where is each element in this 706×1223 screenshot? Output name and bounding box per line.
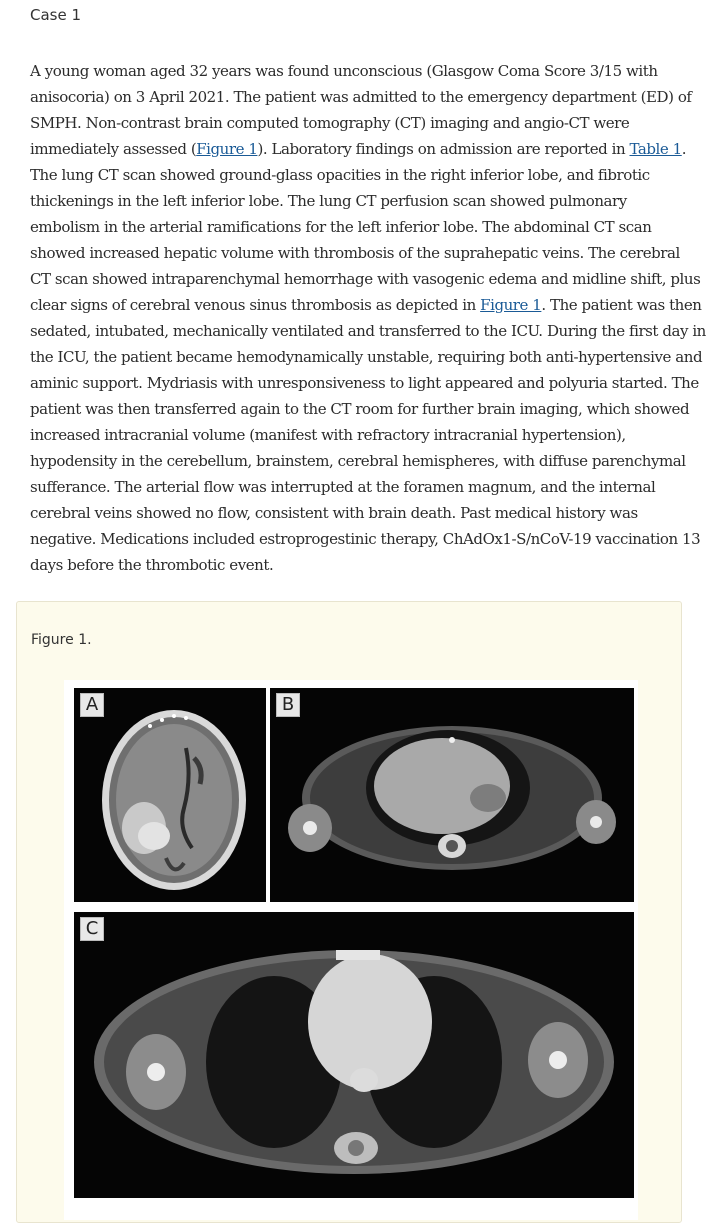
paragraph-text: aminic support. Mydriasis with unresponsiveness to light appeared and polyuria started. The xyxy=(30,374,699,392)
panel-label-b: B xyxy=(276,693,300,717)
paragraph-text: . The patient was then xyxy=(541,296,702,314)
paragraph-line xyxy=(30,422,670,448)
paragraph-text: patient was then transferred again to the CT room for further brain imaging, which showed xyxy=(30,400,690,418)
paragraph-text: days before the thrombotic event. xyxy=(30,556,274,574)
case-paragraph xyxy=(30,58,706,578)
paragraph-text: clear signs of cerebral venous sinus thrombosis as depicted in xyxy=(30,296,481,314)
reference-link[interactable]: Figure 1 xyxy=(196,140,258,158)
paragraph-text: anisocoria) on 3 April 2021. The patient was admitted to the emergency department (ED) of xyxy=(30,88,692,106)
paragraph-line xyxy=(30,318,706,344)
paragraph-line xyxy=(30,396,690,422)
paragraph-line xyxy=(30,58,670,84)
paragraph-text: negative. Medications included estroprogestinic therapy, ChAdOx1-S/nCoV-19 vaccination 13 xyxy=(30,530,701,548)
paragraph-line xyxy=(30,344,703,370)
chest-ct-image xyxy=(74,912,634,1198)
figure-caption: Figure 1. xyxy=(31,632,92,648)
paragraph-text: embolism in the arterial ramifications for the left inferior lobe. The abdominal CT scan xyxy=(30,218,652,236)
brain-ct-image xyxy=(74,688,266,902)
paragraph-line xyxy=(30,240,680,266)
paragraph-text: thickenings in the left inferior lobe. The lung CT perfusion scan showed pulmonary xyxy=(30,192,627,210)
paragraph-line xyxy=(30,266,701,292)
paragraph-line xyxy=(30,500,670,526)
reference-link[interactable]: Figure 1 xyxy=(480,296,542,314)
figure-image xyxy=(64,680,638,1220)
paragraph-text: hypodensity in the cerebellum, brainstem, cerebral hemispheres, with diffuse parenchymal xyxy=(30,452,686,470)
paragraph-line xyxy=(30,526,701,552)
paragraph-line xyxy=(30,188,670,214)
figure-panel-c xyxy=(74,912,634,1198)
paragraph-line xyxy=(30,162,670,188)
figure-panel-a xyxy=(74,688,266,902)
paragraph-line xyxy=(30,448,686,474)
paragraph-text: sedated, intubated, mechanically ventilated and transferred to the ICU. During the first day in xyxy=(30,322,706,340)
paragraph-line xyxy=(30,110,670,136)
paragraph-line xyxy=(30,370,699,396)
paragraph-text: cerebral veins showed no flow, consistent with brain death. Past medical history was xyxy=(30,504,638,522)
paragraph-line xyxy=(30,474,670,500)
paragraph-text: . xyxy=(681,140,687,158)
paragraph-text: the ICU, the patient became hemodynamically unstable, requiring both anti-hypertensive and xyxy=(30,348,703,366)
paragraph-text: ). Laboratory findings on admission are reported in xyxy=(257,140,630,158)
paragraph-line xyxy=(30,292,702,318)
paragraph-text: immediately assessed ( xyxy=(30,140,197,158)
paragraph-text: SMPH. Non-contrast brain computed tomography (CT) imaging and angio-CT were xyxy=(30,114,630,132)
reference-link[interactable]: Table 1 xyxy=(629,140,682,158)
paragraph-text: showed increased hepatic volume with thrombosis of the suprahepatic veins. The cerebral xyxy=(30,244,680,262)
figure-container xyxy=(16,601,682,1223)
paragraph-line xyxy=(30,84,692,110)
figure-panel-b xyxy=(270,688,634,902)
abdominal-ct-image xyxy=(270,688,634,902)
paragraph-text: CT scan showed intraparenchymal hemorrhage with vasogenic edema and midline shift, plus xyxy=(30,270,701,288)
paragraph-text: sufferance. The arterial flow was interrupted at the foramen magnum, and the internal xyxy=(30,478,656,496)
case-heading: Case 1 xyxy=(30,6,82,24)
paragraph-line xyxy=(30,136,687,162)
panel-label-c: C xyxy=(80,917,104,941)
paragraph-line xyxy=(30,552,670,578)
paragraph-text: A young woman aged 32 years was found unconscious (Glasgow Coma Score 3/15 with xyxy=(30,62,658,80)
panel-label-a: A xyxy=(80,693,104,717)
paragraph-text: The lung CT scan showed ground-glass opacities in the right inferior lobe, and fibrotic xyxy=(30,166,650,184)
paragraph-line xyxy=(30,214,670,240)
paragraph-text: increased intracranial volume (manifest with refractory intracranial hypertension), xyxy=(30,426,626,444)
